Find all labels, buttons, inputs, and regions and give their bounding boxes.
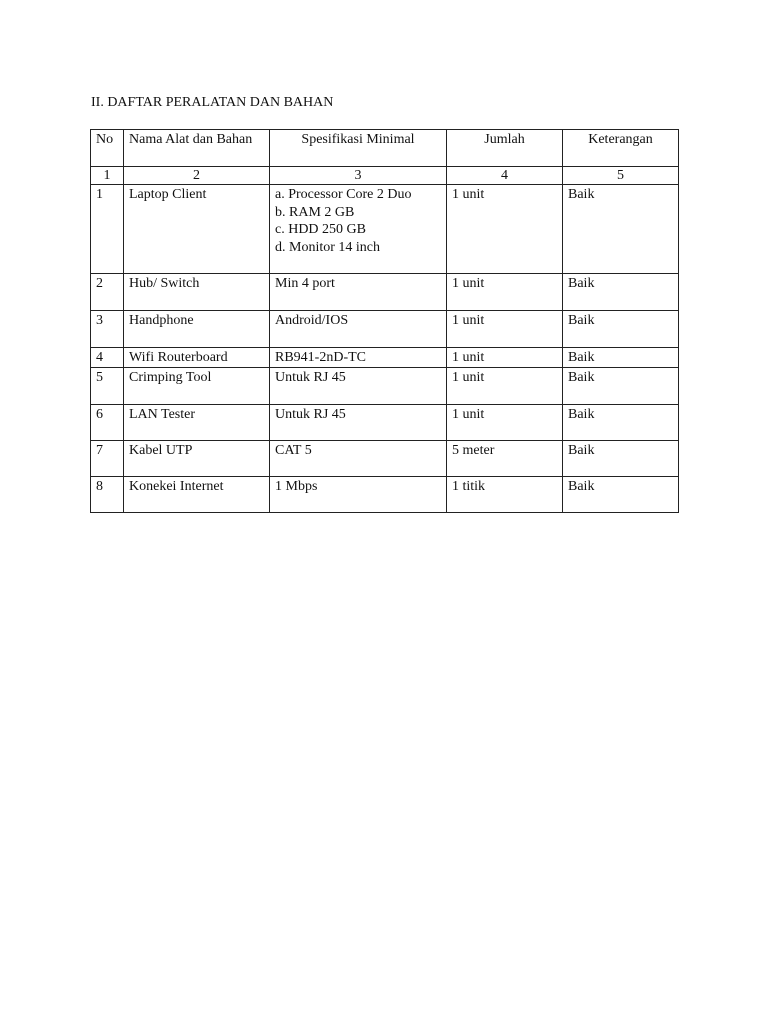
cell-no: 2 bbox=[91, 274, 124, 311]
index-cell: 3 bbox=[270, 167, 447, 185]
cell-qty: 1 unit bbox=[447, 367, 563, 404]
cell-name: Konekei Internet bbox=[124, 476, 270, 512]
cell-no: 5 bbox=[91, 367, 124, 404]
cell-name: Handphone bbox=[124, 311, 270, 348]
cell-qty: 1 unit bbox=[447, 404, 563, 440]
cell-note: Baik bbox=[563, 404, 679, 440]
cell-note: Baik bbox=[563, 348, 679, 368]
cell-name: Laptop Client bbox=[124, 185, 270, 274]
cell-no: 3 bbox=[91, 311, 124, 348]
header-row bbox=[91, 130, 679, 167]
cell-qty: 1 unit bbox=[447, 311, 563, 348]
spec-line: d. Monitor 14 inch bbox=[275, 239, 380, 255]
cell-qty: 1 unit bbox=[447, 348, 563, 368]
equipment-table bbox=[90, 129, 679, 513]
cell-name: Crimping Tool bbox=[124, 367, 270, 404]
cell-note: Baik bbox=[563, 367, 679, 404]
cell-spec: Untuk RJ 45 bbox=[270, 367, 447, 404]
cell-spec: Min 4 port bbox=[270, 274, 447, 311]
cell-note: Baik bbox=[563, 440, 679, 476]
header-spec: Spesifikasi Minimal bbox=[270, 130, 447, 167]
table-row bbox=[91, 348, 679, 368]
table-row bbox=[91, 404, 679, 440]
cell-qty: 1 titik bbox=[447, 476, 563, 512]
spec-line: b. RAM 2 GB bbox=[275, 204, 355, 220]
cell-note: Baik bbox=[563, 311, 679, 348]
table-row bbox=[91, 367, 679, 404]
column-index-row bbox=[91, 167, 679, 185]
cell-name: LAN Tester bbox=[124, 404, 270, 440]
cell-spec: Untuk RJ 45 bbox=[270, 404, 447, 440]
spec-line: a. Processor Core 2 Duo bbox=[275, 187, 412, 202]
cell-name: Kabel UTP bbox=[124, 440, 270, 476]
cell-qty: 5 meter bbox=[447, 440, 563, 476]
cell-note: Baik bbox=[563, 274, 679, 311]
cell-spec: Android/IOS bbox=[270, 311, 447, 348]
cell-no: 1 bbox=[91, 185, 124, 274]
header-name: Nama Alat dan Bahan bbox=[124, 130, 270, 167]
cell-no: 4 bbox=[91, 348, 124, 368]
cell-no: 7 bbox=[91, 440, 124, 476]
section-heading: II. DAFTAR PERALATAN DAN BAHAN bbox=[91, 95, 334, 110]
header-note: Keterangan bbox=[563, 130, 679, 167]
spec-line: c. HDD 250 GB bbox=[275, 222, 366, 237]
cell-spec bbox=[270, 185, 447, 274]
cell-qty: 1 unit bbox=[447, 274, 563, 311]
index-cell: 5 bbox=[563, 167, 679, 185]
cell-note: Baik bbox=[563, 185, 679, 274]
header-qty: Jumlah bbox=[447, 130, 563, 167]
cell-spec: CAT 5 bbox=[270, 440, 447, 476]
table-row bbox=[91, 274, 679, 311]
cell-no: 8 bbox=[91, 476, 124, 512]
index-cell: 1 bbox=[91, 167, 124, 185]
cell-no: 6 bbox=[91, 404, 124, 440]
cell-spec: RB941-2nD-TC bbox=[270, 348, 447, 368]
index-cell: 2 bbox=[124, 167, 270, 185]
header-no: No bbox=[91, 130, 124, 167]
cell-name: Wifi Routerboard bbox=[124, 348, 270, 368]
cell-qty: 1 unit bbox=[447, 185, 563, 274]
cell-name: Hub/ Switch bbox=[124, 274, 270, 311]
cell-note: Baik bbox=[563, 476, 679, 512]
cell-spec: 1 Mbps bbox=[270, 476, 447, 512]
index-cell: 4 bbox=[447, 167, 563, 185]
table-row bbox=[91, 185, 679, 274]
table-row bbox=[91, 476, 679, 512]
table-row bbox=[91, 440, 679, 476]
table-row bbox=[91, 311, 679, 348]
